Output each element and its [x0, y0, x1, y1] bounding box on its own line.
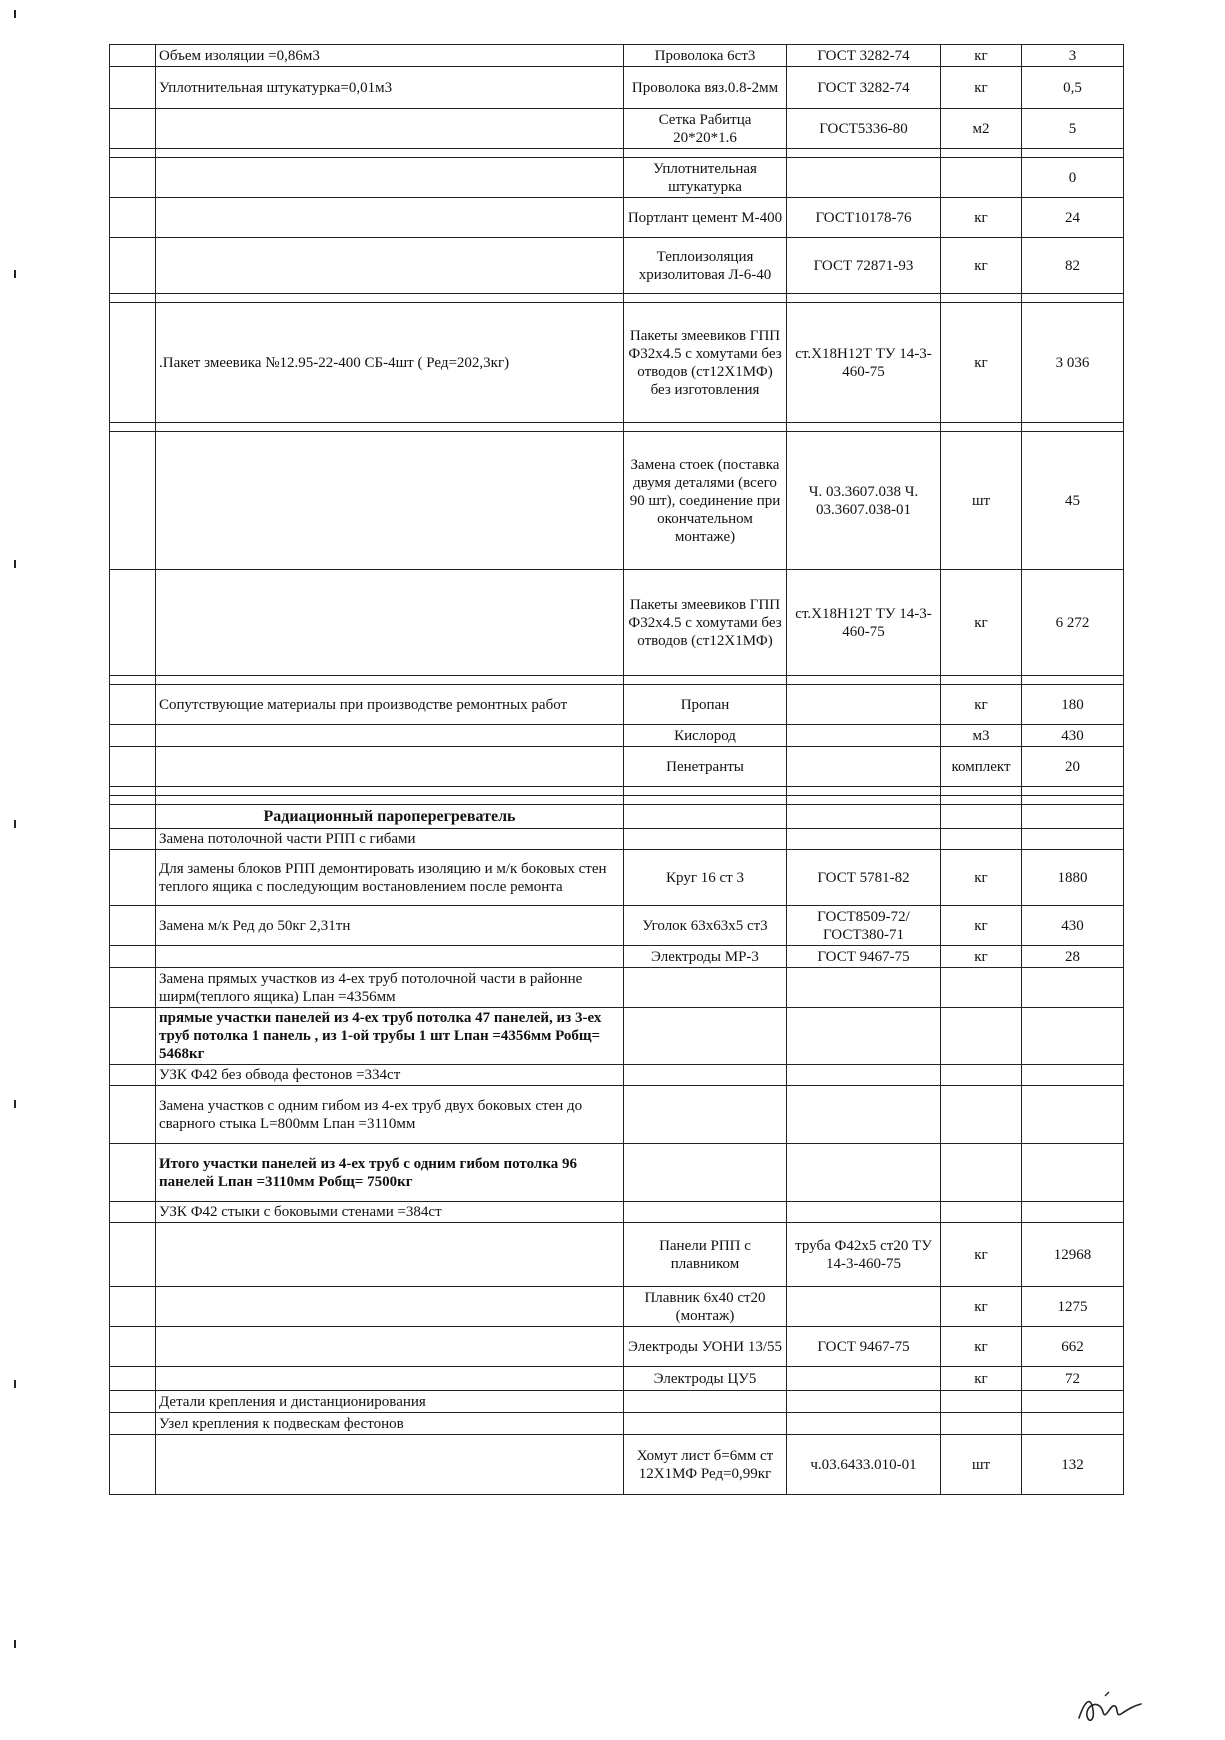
unit-cell — [941, 1144, 1022, 1202]
description-cell — [156, 747, 624, 787]
row-margin-cell — [110, 1008, 156, 1065]
material-cell: Пакеты змеевиков ГПП Ф32х4.5 с хомутами без отводов (ст12Х1МФ) — [624, 570, 787, 676]
description-cell — [156, 725, 624, 747]
row-margin-cell — [110, 685, 156, 725]
standard-cell: ГОСТ 3282-74 — [787, 45, 941, 67]
row-margin-cell — [110, 238, 156, 294]
material-cell: Электроды ЦУ5 — [624, 1367, 787, 1391]
row-margin-cell — [110, 1327, 156, 1367]
table-row — [110, 198, 1124, 238]
spacer-cell — [787, 787, 941, 796]
standard-cell: ГОСТ10178-76 — [787, 198, 941, 238]
table-row — [110, 1202, 1124, 1223]
unit-cell — [941, 1202, 1022, 1223]
quantity-cell: 0 — [1022, 158, 1124, 198]
row-margin-cell — [110, 946, 156, 968]
description-cell: Замена потолочной части РПП с гибами — [156, 829, 624, 850]
material-cell — [624, 829, 787, 850]
spacer-cell — [1022, 796, 1124, 805]
quantity-cell — [1022, 1391, 1124, 1413]
standard-cell — [787, 725, 941, 747]
margin-mark — [14, 560, 16, 568]
description-cell — [156, 946, 624, 968]
table-row — [110, 432, 1124, 570]
unit-cell: кг — [941, 67, 1022, 109]
margin-mark — [14, 1640, 16, 1648]
standard-cell — [787, 747, 941, 787]
empty-cell — [624, 805, 787, 829]
standard-cell — [787, 1144, 941, 1202]
row-margin-cell — [110, 829, 156, 850]
spacer-cell — [787, 796, 941, 805]
quantity-cell — [1022, 1065, 1124, 1086]
spacer-cell — [624, 787, 787, 796]
description-cell: .Пакет змеевика №12.95-22-400 СБ-4шт ( Ред=202,3кг) — [156, 303, 624, 423]
description-cell — [156, 109, 624, 149]
spacer-cell — [156, 294, 624, 303]
table-row — [110, 1435, 1124, 1495]
material-cell — [624, 1144, 787, 1202]
table-row — [110, 158, 1124, 198]
material-cell: Круг 16 ст 3 — [624, 850, 787, 906]
table-row — [110, 570, 1124, 676]
spacer-cell — [156, 787, 624, 796]
quantity-cell: 1275 — [1022, 1287, 1124, 1327]
standard-cell — [787, 1391, 941, 1413]
standard-cell: ГОСТ 9467-75 — [787, 946, 941, 968]
material-cell: Проволока 6ст3 — [624, 45, 787, 67]
spacer-cell — [941, 149, 1022, 158]
material-cell: Пакеты змеевиков ГПП Ф32х4.5 с хомутами без отводов (ст12Х1МФ) без изготовления — [624, 303, 787, 423]
quantity-cell — [1022, 1144, 1124, 1202]
standard-cell — [787, 1065, 941, 1086]
table-row — [110, 1086, 1124, 1144]
material-cell — [624, 1065, 787, 1086]
spacer-cell — [1022, 423, 1124, 432]
unit-cell — [941, 968, 1022, 1008]
standard-cell: труба Ф42х5 ст20 ТУ 14-3-460-75 — [787, 1223, 941, 1287]
standard-cell: ГОСТ 5781-82 — [787, 850, 941, 906]
spacer-row — [110, 294, 1124, 303]
margin-mark — [14, 270, 16, 278]
unit-cell: кг — [941, 850, 1022, 906]
row-margin-cell — [110, 67, 156, 109]
quantity-cell — [1022, 1413, 1124, 1435]
quantity-cell: 3 — [1022, 45, 1124, 67]
section-header-row — [110, 805, 1124, 829]
material-cell — [624, 1202, 787, 1223]
row-margin-cell — [110, 1144, 156, 1202]
standard-cell: ГОСТ 72871-93 — [787, 238, 941, 294]
row-margin-cell — [110, 158, 156, 198]
material-cell: Портлант цемент М-400 — [624, 198, 787, 238]
material-cell: Электроды УОНИ 13/55 — [624, 1327, 787, 1367]
spacer-cell — [110, 787, 156, 796]
description-cell — [156, 1287, 624, 1327]
table-row — [110, 303, 1124, 423]
table-row — [110, 946, 1124, 968]
spacer-row — [110, 796, 1124, 805]
spacer-cell — [941, 423, 1022, 432]
spacer-row — [110, 423, 1124, 432]
unit-cell: кг — [941, 238, 1022, 294]
row-margin-cell — [110, 1287, 156, 1327]
spacer-cell — [787, 423, 941, 432]
table-row — [110, 850, 1124, 906]
spacer-cell — [624, 796, 787, 805]
unit-cell: кг — [941, 906, 1022, 946]
unit-cell: комплект — [941, 747, 1022, 787]
table-row — [110, 747, 1124, 787]
row-margin-cell — [110, 1202, 156, 1223]
row-margin-cell — [110, 747, 156, 787]
unit-cell — [941, 158, 1022, 198]
quantity-cell — [1022, 829, 1124, 850]
row-margin-cell — [110, 968, 156, 1008]
table-row — [110, 45, 1124, 67]
margin-mark — [14, 1380, 16, 1388]
standard-cell — [787, 1287, 941, 1327]
row-margin-cell — [110, 570, 156, 676]
table-row — [110, 1367, 1124, 1391]
quantity-cell: 3 036 — [1022, 303, 1124, 423]
signature-mark — [1075, 1690, 1145, 1726]
row-margin-cell — [110, 805, 156, 829]
spacer-row — [110, 676, 1124, 685]
unit-cell — [941, 1008, 1022, 1065]
standard-cell — [787, 685, 941, 725]
standard-cell: Ч. 03.3607.038 Ч. 03.3607.038-01 — [787, 432, 941, 570]
unit-cell — [941, 1086, 1022, 1144]
quantity-cell — [1022, 1202, 1124, 1223]
spacer-cell — [156, 676, 624, 685]
material-cell: Проволока вяз.0.8-2мм — [624, 67, 787, 109]
unit-cell: кг — [941, 946, 1022, 968]
standard-cell: ст.Х18Н12Т ТУ 14-3-460-75 — [787, 303, 941, 423]
material-cell: Пенетранты — [624, 747, 787, 787]
unit-cell: кг — [941, 570, 1022, 676]
spacer-cell — [110, 294, 156, 303]
description-cell: Сопутствующие материалы при производстве ремонтных работ — [156, 685, 624, 725]
spacer-cell — [624, 294, 787, 303]
table-row — [110, 829, 1124, 850]
description-cell: УЗК Ф42 без обвода фестонов =334ст — [156, 1065, 624, 1086]
material-cell: Панели РПП с плавником — [624, 1223, 787, 1287]
description-cell: Для замены блоков РПП демонтировать изоляцию и м/к боковых стен теплого ящика с последующим востановлением после ремонта — [156, 850, 624, 906]
quantity-cell: 82 — [1022, 238, 1124, 294]
unit-cell: кг — [941, 685, 1022, 725]
table-row — [110, 1144, 1124, 1202]
empty-cell — [787, 805, 941, 829]
standard-cell — [787, 829, 941, 850]
material-cell: Пропан — [624, 685, 787, 725]
table-row — [110, 1008, 1124, 1065]
margin-mark — [14, 820, 16, 828]
spacer-cell — [624, 676, 787, 685]
spacer-cell — [156, 796, 624, 805]
standard-cell — [787, 968, 941, 1008]
unit-cell: кг — [941, 1327, 1022, 1367]
row-margin-cell — [110, 850, 156, 906]
unit-cell — [941, 829, 1022, 850]
spacer-cell — [156, 423, 624, 432]
standard-cell: ГОСТ 9467-75 — [787, 1327, 941, 1367]
table-row — [110, 109, 1124, 149]
margin-mark — [14, 1100, 16, 1108]
quantity-cell: 0,5 — [1022, 67, 1124, 109]
materials-table-body — [110, 45, 1124, 1495]
standard-cell — [787, 158, 941, 198]
description-cell: Замена м/к Ред до 50кг 2,31тн — [156, 906, 624, 946]
row-margin-cell — [110, 109, 156, 149]
spacer-cell — [787, 149, 941, 158]
quantity-cell: 1880 — [1022, 850, 1124, 906]
table-row — [110, 685, 1124, 725]
unit-cell: кг — [941, 45, 1022, 67]
material-cell — [624, 1086, 787, 1144]
quantity-cell: 12968 — [1022, 1223, 1124, 1287]
quantity-cell: 72 — [1022, 1367, 1124, 1391]
spacer-cell — [1022, 676, 1124, 685]
unit-cell — [941, 1391, 1022, 1413]
standard-cell — [787, 1008, 941, 1065]
row-margin-cell — [110, 906, 156, 946]
margin-mark — [14, 10, 16, 18]
unit-cell: шт — [941, 1435, 1022, 1495]
spacer-cell — [110, 149, 156, 158]
spacer-cell — [941, 294, 1022, 303]
material-cell: Уплотнительная штукатурка — [624, 158, 787, 198]
unit-cell: кг — [941, 1287, 1022, 1327]
standard-cell: ст.Х18Н12Т ТУ 14-3-460-75 — [787, 570, 941, 676]
description-cell: Детали крепления и дистанционирования — [156, 1391, 624, 1413]
material-cell: Кислород — [624, 725, 787, 747]
material-cell: Уголок 63х63х5 ст3 — [624, 906, 787, 946]
description-cell — [156, 570, 624, 676]
table-row — [110, 968, 1124, 1008]
description-cell — [156, 1223, 624, 1287]
row-margin-cell — [110, 1367, 156, 1391]
spacer-row — [110, 149, 1124, 158]
spacer-row — [110, 787, 1124, 796]
spacer-cell — [1022, 787, 1124, 796]
table-row — [110, 1065, 1124, 1086]
description-cell: Итого участки панелей из 4-ех труб с одним гибом потолка 96 панелей Lпан =3110мм Робщ= 7500кг — [156, 1144, 624, 1202]
row-margin-cell — [110, 1223, 156, 1287]
description-cell — [156, 158, 624, 198]
unit-cell: м3 — [941, 725, 1022, 747]
description-cell: Замена прямых участков из 4-ех труб потолочной части в районне ширм(теплого ящика) Lпан =4356мм — [156, 968, 624, 1008]
table-row — [110, 1391, 1124, 1413]
description-cell — [156, 1435, 624, 1495]
material-cell — [624, 1391, 787, 1413]
description-cell — [156, 432, 624, 570]
row-margin-cell — [110, 432, 156, 570]
quantity-cell — [1022, 968, 1124, 1008]
quantity-cell — [1022, 1008, 1124, 1065]
standard-cell: ГОСТ5336-80 — [787, 109, 941, 149]
material-cell — [624, 1413, 787, 1435]
unit-cell: кг — [941, 1367, 1022, 1391]
unit-cell: кг — [941, 303, 1022, 423]
material-cell — [624, 968, 787, 1008]
row-margin-cell — [110, 1435, 156, 1495]
row-margin-cell — [110, 1086, 156, 1144]
description-cell: прямые участки панелей из 4-ех труб потолка 47 панелей, из 3-ех труб потолка 1 панель , из 1-ой трубы 1 шт Lпан =4356мм Робщ= 5468кг — [156, 1008, 624, 1065]
description-cell: Узел крепления к подвескам фестонов — [156, 1413, 624, 1435]
spacer-cell — [624, 423, 787, 432]
quantity-cell: 662 — [1022, 1327, 1124, 1367]
description-cell: Уплотнительная штукатурка=0,01м3 — [156, 67, 624, 109]
description-cell: Объем изоляции =0,86м3 — [156, 45, 624, 67]
standard-cell: ГОСТ8509-72/ГОСТ380-71 — [787, 906, 941, 946]
standard-cell — [787, 1086, 941, 1144]
quantity-cell: 20 — [1022, 747, 1124, 787]
spacer-cell — [941, 796, 1022, 805]
row-margin-cell — [110, 303, 156, 423]
material-cell: Электроды МР-3 — [624, 946, 787, 968]
table-row — [110, 906, 1124, 946]
row-margin-cell — [110, 45, 156, 67]
empty-cell — [941, 805, 1022, 829]
spacer-cell — [110, 796, 156, 805]
material-cell: Плавник 6х40 ст20 (монтаж) — [624, 1287, 787, 1327]
quantity-cell: 180 — [1022, 685, 1124, 725]
table-row — [110, 1223, 1124, 1287]
standard-cell — [787, 1367, 941, 1391]
quantity-cell: 5 — [1022, 109, 1124, 149]
unit-cell: м2 — [941, 109, 1022, 149]
table-row — [110, 1413, 1124, 1435]
standard-cell — [787, 1202, 941, 1223]
description-cell — [156, 198, 624, 238]
row-margin-cell — [110, 1413, 156, 1435]
quantity-cell: 6 272 — [1022, 570, 1124, 676]
section-title: Радиационный пароперегреватель — [156, 805, 624, 829]
quantity-cell — [1022, 1086, 1124, 1144]
description-cell — [156, 238, 624, 294]
quantity-cell: 28 — [1022, 946, 1124, 968]
spacer-cell — [787, 676, 941, 685]
row-margin-cell — [110, 725, 156, 747]
spacer-cell — [787, 294, 941, 303]
quantity-cell: 430 — [1022, 906, 1124, 946]
table-row — [110, 1287, 1124, 1327]
material-cell — [624, 1008, 787, 1065]
standard-cell: ГОСТ 3282-74 — [787, 67, 941, 109]
spacer-cell — [110, 423, 156, 432]
spacer-cell — [110, 676, 156, 685]
unit-cell: кг — [941, 198, 1022, 238]
quantity-cell: 430 — [1022, 725, 1124, 747]
standard-cell: ч.03.6433.010-01 — [787, 1435, 941, 1495]
row-margin-cell — [110, 198, 156, 238]
table-row — [110, 238, 1124, 294]
material-cell: Замена стоек (поставка двумя деталями (всего 90 шт), соединение при окончательном монтаже) — [624, 432, 787, 570]
standard-cell — [787, 1413, 941, 1435]
description-cell: Замена участков с одним гибом из 4-ех труб двух боковых стен до сварного стыка L=800мм Lпан =3110мм — [156, 1086, 624, 1144]
material-cell: Хомут лист б=6мм ст 12Х1МФ Ред=0,99кг — [624, 1435, 787, 1495]
empty-cell — [1022, 805, 1124, 829]
table-row — [110, 67, 1124, 109]
row-margin-cell — [110, 1065, 156, 1086]
spacer-cell — [941, 676, 1022, 685]
materials-table — [109, 44, 1124, 1495]
material-cell: Сетка Рабитца 20*20*1.6 — [624, 109, 787, 149]
spacer-cell — [156, 149, 624, 158]
row-margin-cell — [110, 1391, 156, 1413]
unit-cell: кг — [941, 1223, 1022, 1287]
spacer-cell — [624, 149, 787, 158]
spacer-cell — [941, 787, 1022, 796]
material-cell: Теплоизоляция хризолитовая Л-6-40 — [624, 238, 787, 294]
spacer-cell — [1022, 294, 1124, 303]
table-row — [110, 1327, 1124, 1367]
quantity-cell: 45 — [1022, 432, 1124, 570]
description-cell — [156, 1367, 624, 1391]
unit-cell: шт — [941, 432, 1022, 570]
description-cell — [156, 1327, 624, 1367]
unit-cell — [941, 1065, 1022, 1086]
unit-cell — [941, 1413, 1022, 1435]
quantity-cell: 132 — [1022, 1435, 1124, 1495]
table-row — [110, 725, 1124, 747]
spacer-cell — [1022, 149, 1124, 158]
description-cell: УЗК Ф42 стыки с боковыми стенами =384ст — [156, 1202, 624, 1223]
quantity-cell: 24 — [1022, 198, 1124, 238]
